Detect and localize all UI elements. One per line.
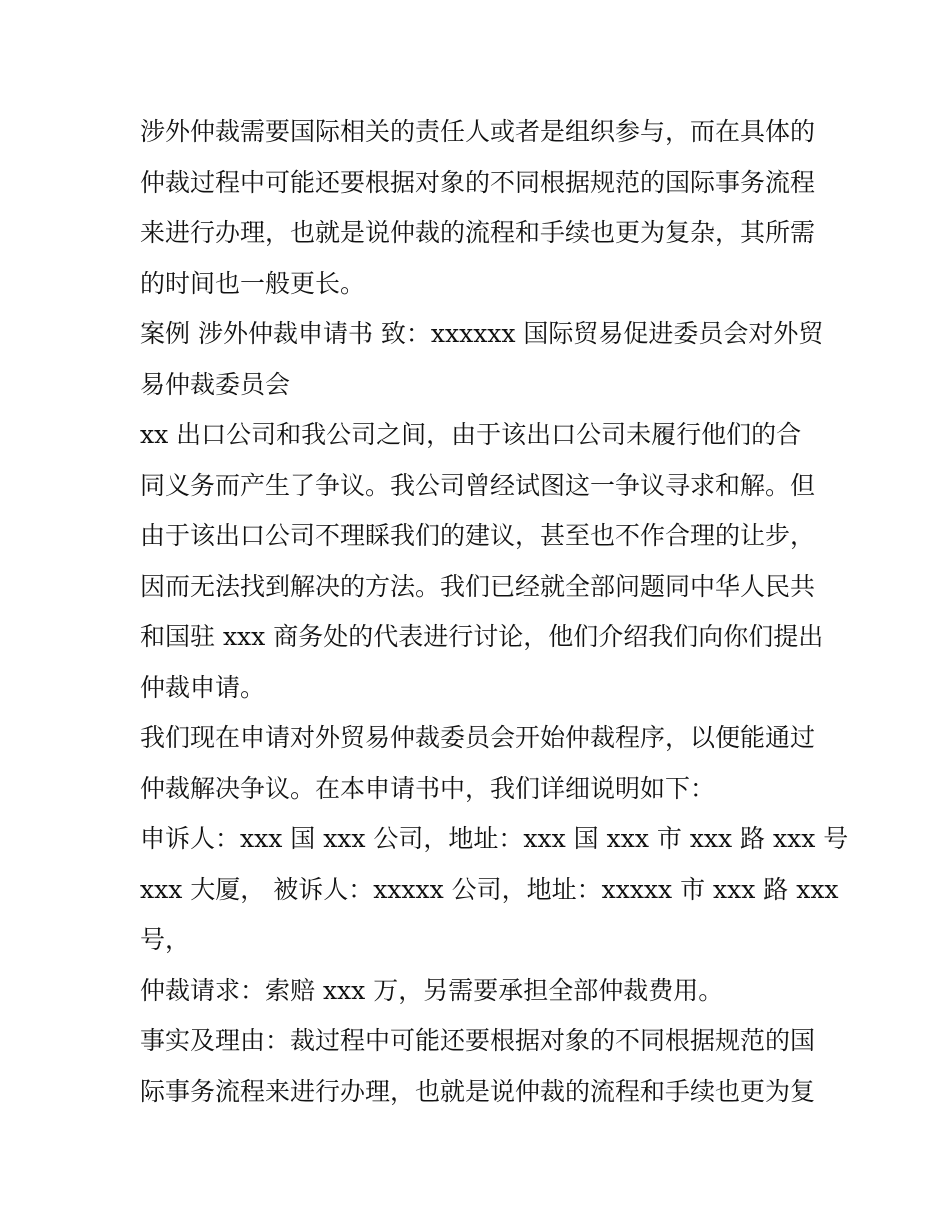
text-line: 涉外仲裁需要国际相关的责任人或者是组织参与，而在具体的 xyxy=(140,117,816,146)
text-line: 易仲裁委员会 xyxy=(140,369,291,399)
text-line: 同义务而产生了争议。我公司曾经试图这一争议寻求和解。但 xyxy=(140,470,816,500)
text-line: 我们现在申请对外贸易仲裁委员会开始仲裁程序，以便能通过 xyxy=(140,723,816,752)
text-line: 来进行办理，也就是说仲裁的流程和手续也更为复杂，其所需 xyxy=(140,218,816,247)
text-line: 因而无法找到解决的方法。我们已经就全部问题同中华人民共 xyxy=(140,571,816,601)
text-line: 仲裁过程中可能还要根据对象的不同根据规范的国际事务流程 xyxy=(140,167,816,197)
text-line: 的时间也一般更长。 xyxy=(140,268,366,298)
text-line: 事实及理由：裁过程中可能还要根据对象的不同根据规范的国 xyxy=(140,1026,816,1055)
document-body xyxy=(140,107,849,1117)
text-line: 仲裁请求：索赔 xxx 万，另需要承担全部仲裁费用。 xyxy=(140,975,724,1005)
text-line: 由于该出口公司不理睬我们的建议，甚至也不作合理的让步， xyxy=(140,521,816,550)
text-line: 和国驻 xxx 商务处的代表进行讨论，他们介绍我们向你们提出 xyxy=(140,622,824,651)
text-line: 际事务流程来进行办理，也就是说仲裁的流程和手续也更为复 xyxy=(140,1076,816,1106)
text-line: xxx 大厦， 被诉人：xxxxx 公司，地址：xxxxx 市 xxx 路 xxx xyxy=(140,874,839,904)
text-line: xx 出口公司和我公司之间，由于该出口公司未履行他们的合 xyxy=(140,420,802,449)
text-line: 号， xyxy=(140,925,191,954)
text-line: 仲裁解决争议。在本申请书中，我们详细说明如下： xyxy=(140,773,716,803)
text-line: 申诉人：xxx 国 xxx 公司，地址：xxx 国 xxx 市 xxx 路 xxx 号 xyxy=(140,824,849,853)
text-line: 仲裁申请。 xyxy=(140,672,266,702)
text-line: 案例 涉外仲裁申请书 致：xxxxxx 国际贸易促进委员会对外贸 xyxy=(140,319,824,348)
